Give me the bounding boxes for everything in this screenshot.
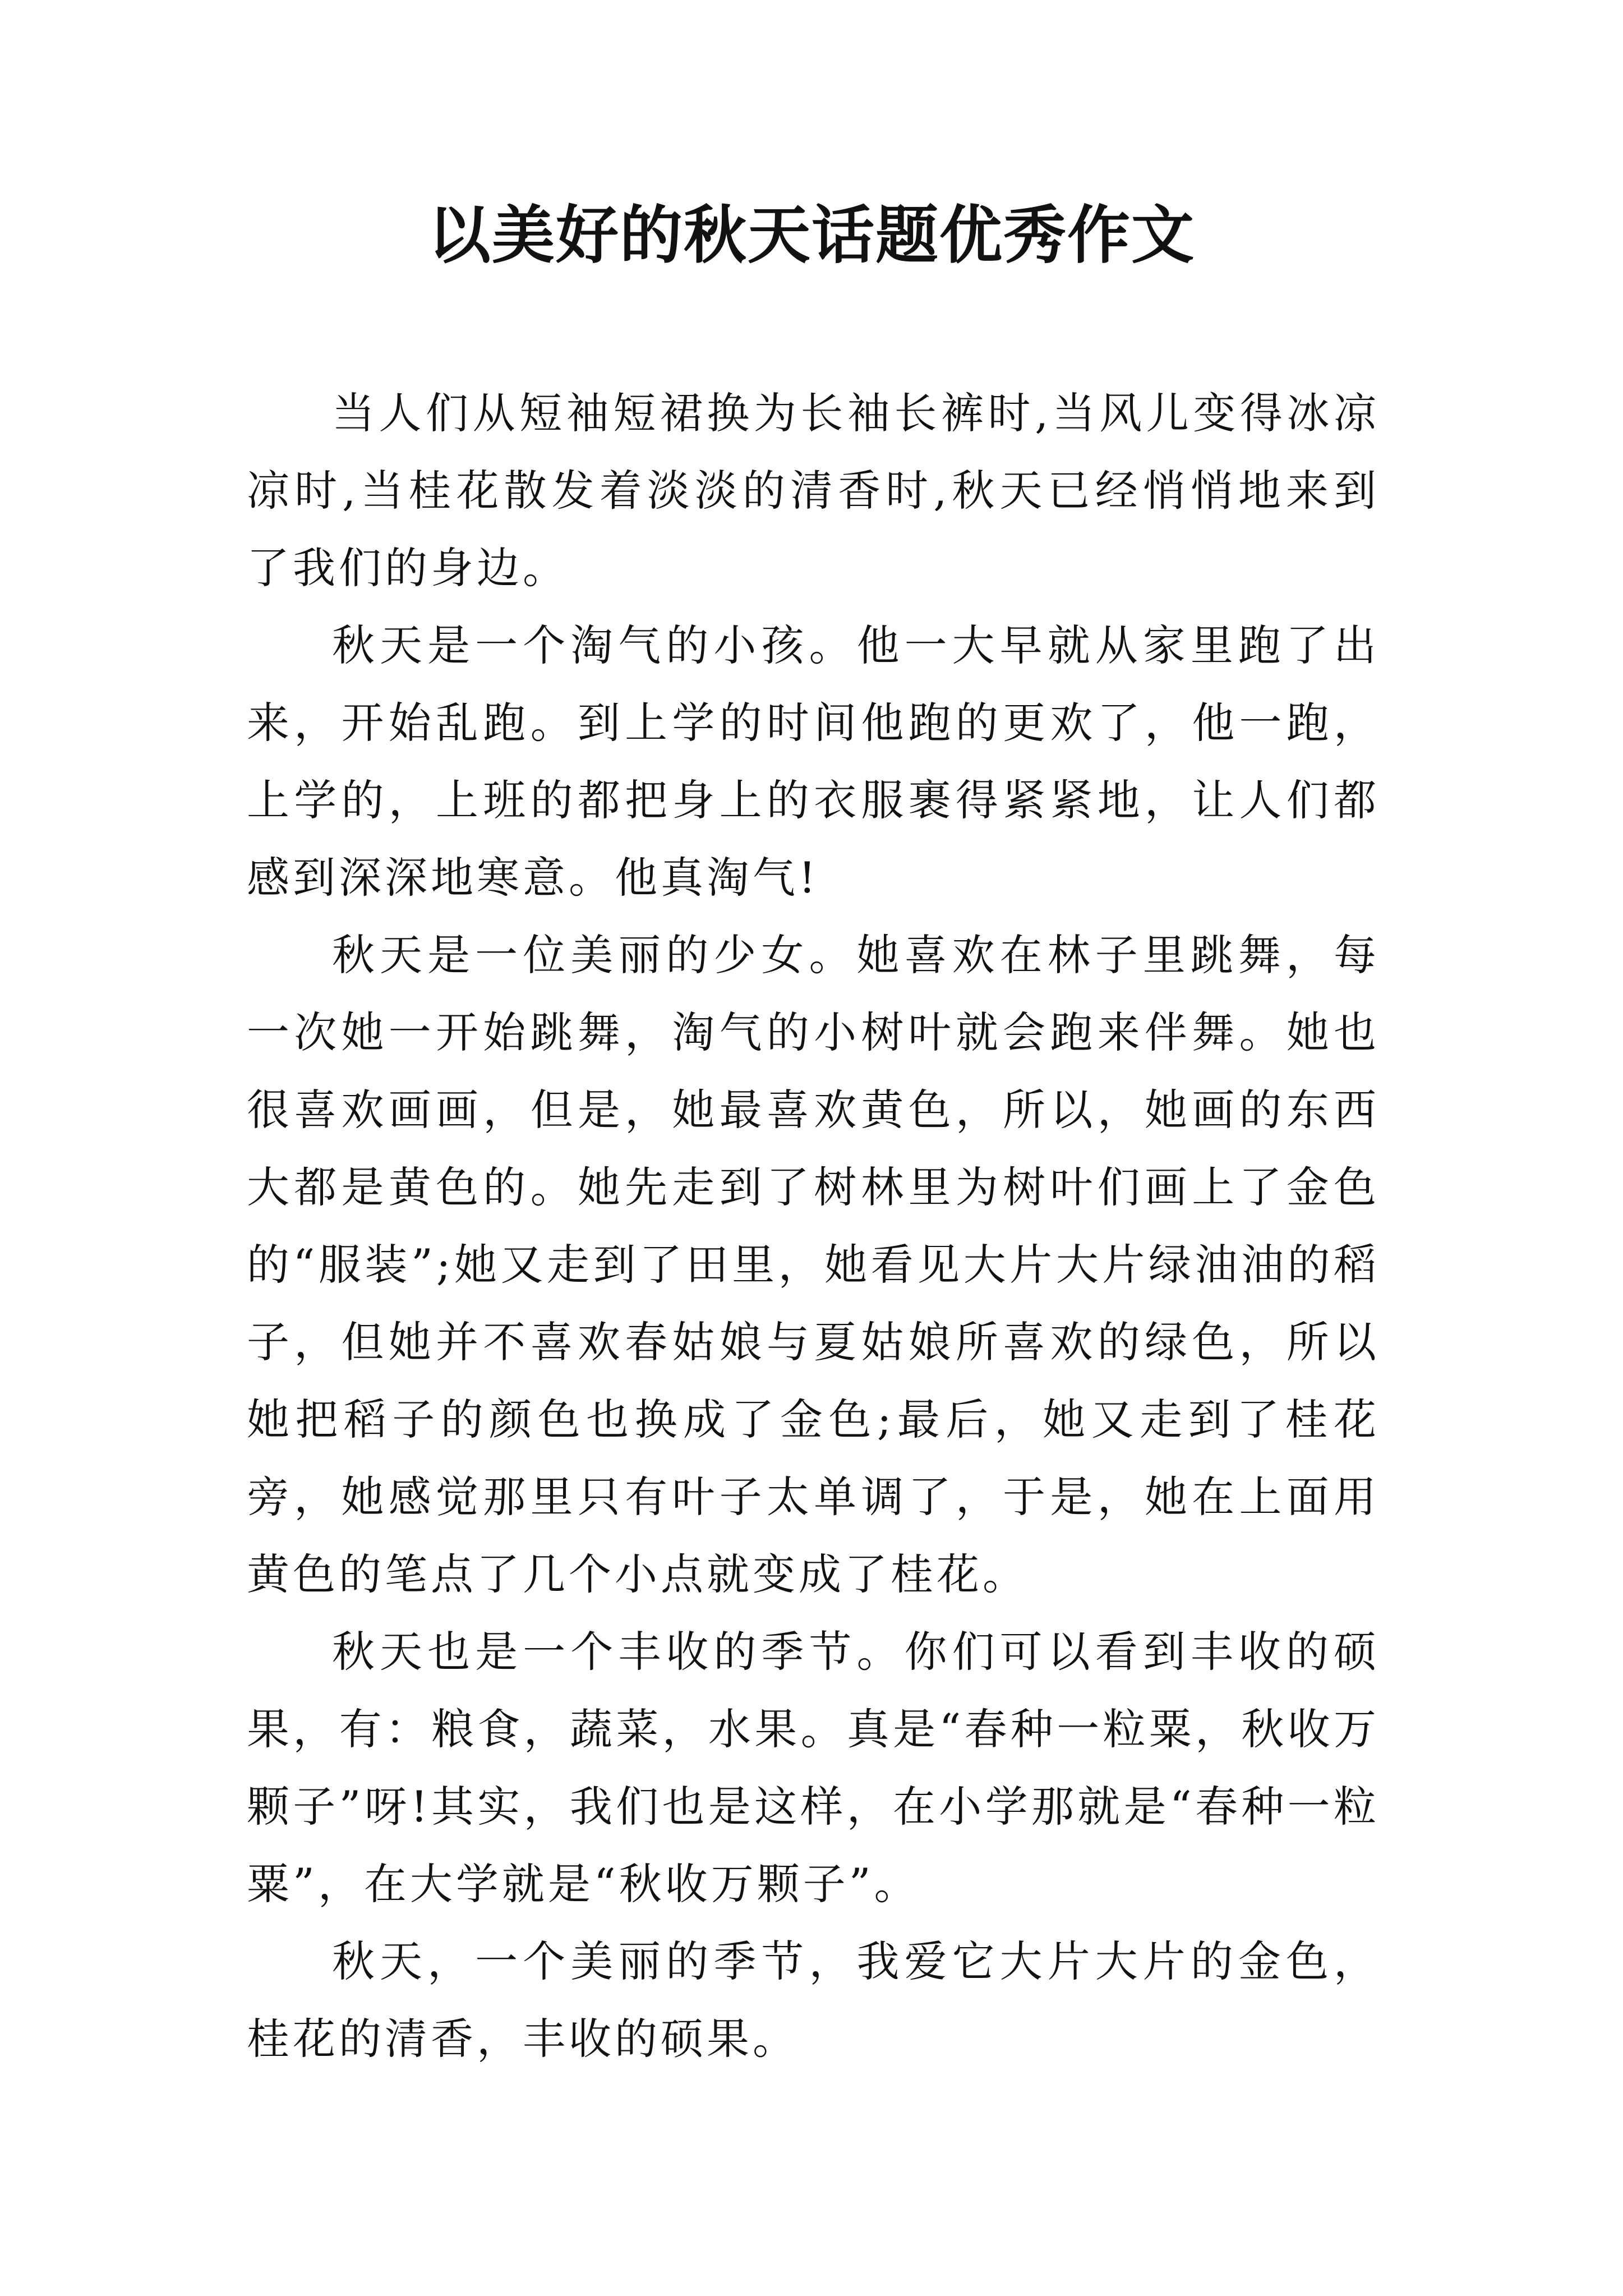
paragraph-1: 当人们从短袖短裙换为长袖长裤时,当风儿变得冰凉凉时,当桂花散发着淡淡的清香时,秋天已经悄悄地来到了我们的身边。 <box>247 388 1380 593</box>
paragraph-5: 秋天，一个美丽的季节，我爱它大片大片的金色，桂花的清香，丰收的硕果。 <box>247 1936 1380 2064</box>
paragraph-4: 秋天也是一个丰收的季节。你们可以看到丰收的硕果，有：粮食，蔬菜，水果。真是“春种一粒粟，秋收万颗子”呀!其实，我们也是这样，在小学那就是“春种一粒粟”，在大学就是“秋收万颗子”。 <box>247 1627 1380 1909</box>
paragraph-2: 秋天是一个淘气的小孩。他一大早就从家里跑了出来，开始乱跑。到上学的时间他跑的更欢了，他一跑，上学的，上班的都把身上的衣服裹得紧紧地，让人们都感到深深地寒意。他真淘气! <box>247 620 1380 903</box>
document-body <box>247 375 1380 2078</box>
paragraph-3: 秋天是一位美丽的少女。她喜欢在林子里跳舞，每一次她一开始跳舞，淘气的小树叶就会跑来伴舞。她也很喜欢画画，但是，她最喜欢黄色，所以，她画的东西大都是黄色的。她先走到了树林里为树叶们画上了金色的“服装”;她又走到了田里，她看见大片大片绿油油的稻子，但她并不喜欢春姑娘与夏姑娘所喜欢的绿色，所以她把稻子的颜色也换成了金色;最后，她又走到了桂花旁，她感觉那里只有叶子太单调了，于是，她在上面用黄色的笔点了几个小点就变成了桂花。 <box>247 930 1380 1599</box>
document-title: 以美好的秋天话题优秀作文 <box>428 199 1195 272</box>
